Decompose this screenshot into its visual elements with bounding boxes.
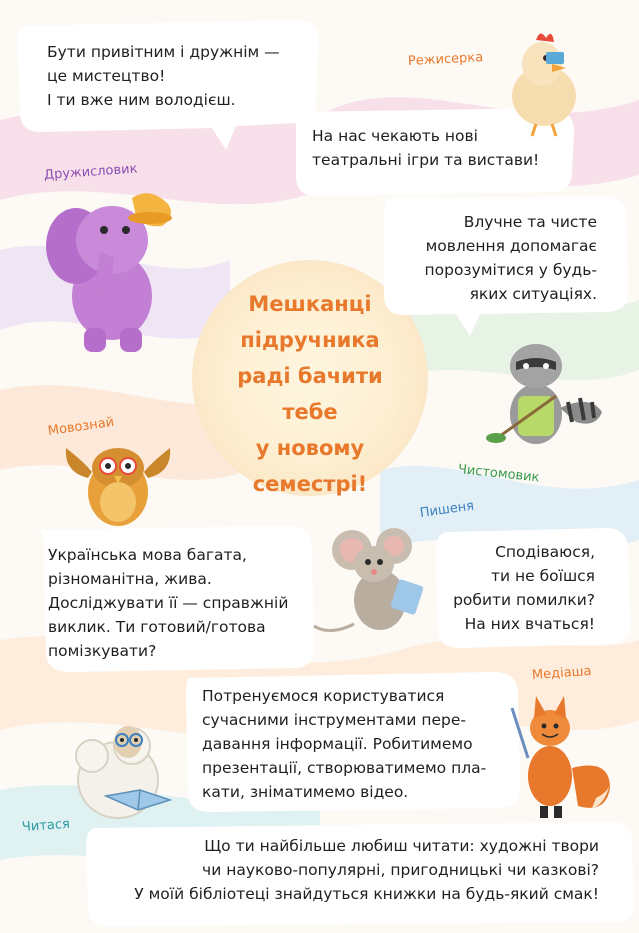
speech-line: різноманітна, жива. <box>48 570 212 588</box>
speech-line: виклик. Ти готовий/готова <box>48 618 266 636</box>
movoznai-name: Мовознай <box>46 414 116 439</box>
speech-line: Потренуємося користуватися <box>202 687 445 705</box>
pyshenia-name: Пишеня <box>418 498 475 521</box>
speech-line: кати, зніматимемо відео. <box>202 783 409 801</box>
center-title-line: у новому <box>255 436 365 460</box>
fox-icon <box>506 688 616 820</box>
speech-line: На них вчаться! <box>464 615 595 633</box>
movoznai-speech <box>48 543 288 663</box>
speech-line: порозумітися у будь- <box>424 261 597 279</box>
center-title-line: підручника <box>240 328 380 352</box>
speech-line: Влучне та чисте <box>463 213 597 231</box>
speech-line: чи науково-популярні, пригодницькі чи казкові? <box>202 861 599 879</box>
chystomovyk-name: Чистомовик <box>457 462 541 486</box>
mediasha-name: Медіаша <box>531 663 593 683</box>
chystomovyk-speech <box>424 210 597 306</box>
mouse-icon <box>310 520 440 640</box>
speech-line: Українська мова багата, <box>48 546 247 564</box>
speech-line: ти не боїшся <box>490 567 595 585</box>
speech-line: яких ситуаціях. <box>469 285 597 303</box>
druzhyslovyk-speech <box>47 40 280 112</box>
speech-line: На нас чекають нові <box>312 127 478 145</box>
speech-line: робити помилки? <box>453 591 595 609</box>
chicken-icon <box>502 24 586 140</box>
center-title-line: раді бачити <box>237 364 383 388</box>
speech-line: І ти вже ним володієш. <box>47 91 236 109</box>
speech-line: сучасними інструментами пере- <box>202 711 466 729</box>
speech-line: це мистецтво! <box>47 67 166 85</box>
speech-line: давання інформації. Робитимемо <box>202 735 473 753</box>
mediasha-speech <box>202 684 486 804</box>
chytasia-name: Читася <box>21 816 71 835</box>
speech-line: Досліджувати її — справжній <box>48 594 289 612</box>
speech-line: У моїй бібліотеці знайдуться книжки на будь-який смак! <box>134 885 599 903</box>
pyshenia-speech <box>453 540 595 636</box>
center-title-line: Мешканці <box>248 292 372 316</box>
rezhyserka-speech <box>312 124 539 172</box>
elephant-icon <box>40 188 180 358</box>
druzhyslovyk-name: Дружисловик <box>43 161 138 183</box>
speech-line: мовлення допомагає <box>425 237 597 255</box>
speech-line: презентації, створюватимемо пла- <box>202 759 487 777</box>
speech-line: театральні ігри та вистави! <box>312 151 540 169</box>
center-title <box>220 286 400 502</box>
sheep-icon <box>62 712 192 826</box>
center-title-line: семестрі! <box>252 472 368 496</box>
chytasia-speech <box>134 834 599 906</box>
speech-line: Що ти найбільше любиш читати: художні твори <box>204 837 599 855</box>
raccoon-icon <box>460 336 610 456</box>
owl-icon <box>58 438 178 530</box>
rezhyserka-name: Режисерка <box>407 50 484 69</box>
center-title-line: тебе <box>282 400 338 424</box>
speech-line: Бути привітним і дружнім — <box>47 43 280 61</box>
speech-line: помізкувати? <box>48 642 157 660</box>
speech-line: Сподіваюся, <box>495 543 595 561</box>
